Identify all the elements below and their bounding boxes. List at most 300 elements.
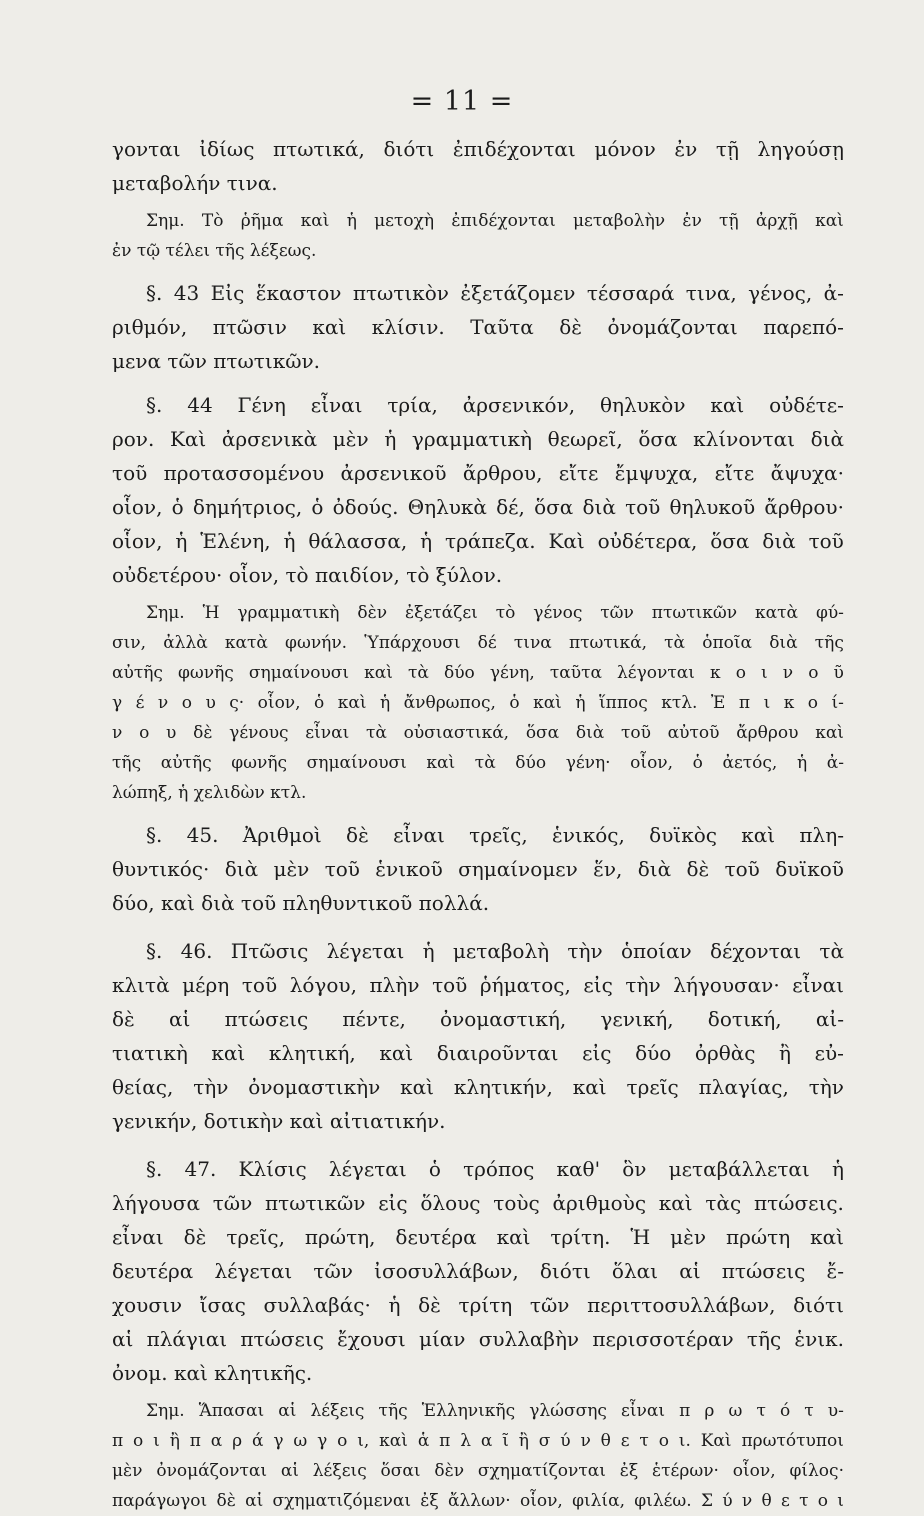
word: δὲ <box>418 1293 441 1317</box>
word: θ <box>600 1431 611 1451</box>
word: ταῦτα <box>549 663 602 683</box>
word: Ἅπασαι <box>198 1401 265 1421</box>
word: εὐ- <box>814 1041 844 1065</box>
word: ὁποίαν <box>620 939 692 963</box>
word: ἄνθρωπος, <box>403 693 496 713</box>
word: κτλ. <box>661 693 698 713</box>
word: ἑνικοῦ <box>375 857 443 881</box>
word: ἡ <box>422 939 435 963</box>
word: τὴν <box>193 1075 229 1099</box>
word: §. <box>146 393 163 417</box>
text-line <box>112 1070 844 1104</box>
word: ν <box>741 1491 753 1511</box>
word: λέγεται <box>326 939 405 963</box>
word: ἡ <box>388 1293 401 1317</box>
word: πτωτικῶν <box>265 1191 366 1215</box>
word: γένους <box>229 723 289 743</box>
word: θεωρεῖ, <box>547 427 623 451</box>
word: ρ <box>704 1401 715 1421</box>
word: τοῦ <box>432 973 468 997</box>
word: τ <box>804 1401 814 1421</box>
word: ἡ <box>346 211 357 231</box>
word: καὶ <box>379 1041 414 1065</box>
word: κλίνονται <box>693 427 795 451</box>
word: καὶ <box>400 1075 434 1099</box>
word: καὶ <box>741 823 776 847</box>
word: ἐπιδέχονται <box>451 211 556 231</box>
word: ὀνομαστική, <box>440 1007 567 1031</box>
word: ο <box>337 1431 348 1451</box>
word: ύ <box>560 1431 571 1451</box>
text-line <box>112 968 844 1002</box>
word: ἡ <box>283 529 296 553</box>
word: δευτέρα <box>395 1225 477 1249</box>
word: φύ- <box>815 603 844 623</box>
word: Ἀριθμοὶ <box>242 823 322 847</box>
paragraph-gap <box>112 378 844 388</box>
word: τῆς <box>378 1401 408 1421</box>
word: τινα <box>513 633 552 653</box>
word: δὲ <box>559 315 583 339</box>
word: ἀ- <box>826 753 844 773</box>
word: οἷον, <box>732 1461 776 1481</box>
word: Κλίσις <box>238 1157 307 1181</box>
word: δυϊκοῦ <box>775 857 844 881</box>
word: θείας, <box>112 1075 174 1099</box>
text-line <box>112 934 844 968</box>
word: αἱ <box>245 1491 264 1511</box>
word: ὁποῖα <box>702 633 753 653</box>
word: ἕκαστον <box>255 281 342 305</box>
note-line <box>112 748 844 778</box>
note-line <box>112 1426 844 1456</box>
word: γραμματικὴ <box>411 427 533 451</box>
word: καὶ <box>572 1075 607 1099</box>
word: 47. <box>184 1157 217 1181</box>
word: ἔμψυχα, <box>614 461 699 485</box>
word: ἄρθρου <box>736 723 799 743</box>
word: τοῦ <box>724 857 760 881</box>
word: ῥῆμα <box>240 211 284 231</box>
word: τὴν <box>625 973 661 997</box>
word: δημήτριος, <box>192 495 303 519</box>
word: ν <box>112 723 123 743</box>
word: διὰ <box>575 723 605 743</box>
word: ἔ- <box>826 1259 844 1283</box>
word: περιττοσυλλάβων, <box>587 1293 776 1317</box>
word: ῖ <box>502 1431 509 1451</box>
word: υ <box>205 693 216 713</box>
word: διὰ <box>224 857 259 881</box>
word: ι <box>153 1431 160 1451</box>
word: Ἑλληνικῆς <box>421 1401 516 1421</box>
word: ἵππος <box>598 693 648 713</box>
word: εἰς <box>378 1191 408 1215</box>
word: ἐξ <box>420 1491 439 1511</box>
word: ἄλλων· <box>448 1491 511 1511</box>
word: ρον. <box>112 427 155 451</box>
text-line <box>112 490 844 524</box>
text-line <box>112 1036 844 1070</box>
word: λέγονται <box>617 663 695 683</box>
word: τὰ <box>664 633 686 653</box>
word: αὐτοῦ <box>667 723 720 743</box>
word: μεταβολὴν <box>573 211 666 231</box>
word: θυντικός· <box>112 857 210 881</box>
word: 45. <box>186 823 219 847</box>
word: σιν, <box>112 633 147 653</box>
text-line <box>112 1288 844 1322</box>
word: εἰς <box>583 973 613 997</box>
paragraph-gap <box>112 808 844 818</box>
word: ὅσα <box>710 529 750 553</box>
word: παρεπό- <box>763 315 844 339</box>
word: τ <box>756 1401 766 1421</box>
word: διὰ <box>582 495 616 519</box>
word: καὶ <box>337 693 367 713</box>
word: καὶ <box>426 753 456 773</box>
word: λήγουσαν· <box>673 973 780 997</box>
word: ἄψυχα· <box>770 461 844 485</box>
word: φιλέω. <box>634 1491 692 1511</box>
note-line <box>112 1486 844 1516</box>
word: τῆς <box>814 633 844 653</box>
word: δὲ <box>346 823 369 847</box>
note-line: ἐν τῷ τέλει τῆς λέξεως. <box>112 241 317 261</box>
word: παράγωγοι <box>112 1491 208 1511</box>
word: εἶναι <box>112 1225 164 1249</box>
word: λ <box>460 1431 471 1451</box>
word: εἶναι <box>621 1401 665 1421</box>
word: δευτέρα <box>112 1259 194 1283</box>
word: ὅσα <box>638 427 678 451</box>
word: ο <box>139 723 150 743</box>
word: πτώσεις <box>721 1259 806 1283</box>
word: χουσιν <box>112 1293 182 1317</box>
word: τρίτη. <box>550 1225 611 1249</box>
word: δύο <box>635 1041 672 1065</box>
word: σημαίνομεν <box>458 857 578 881</box>
word: Ἐ <box>710 693 726 713</box>
word: λέγεται <box>214 1259 293 1283</box>
word: δοτική, <box>707 1007 782 1031</box>
word: θηλυκοῦ <box>669 495 756 519</box>
word: πτωτικῶν <box>651 603 738 623</box>
word: Σημ. <box>146 1401 185 1421</box>
word: ο <box>133 1431 144 1451</box>
note-line <box>112 206 844 236</box>
word: πτωτικά, <box>273 137 365 161</box>
word: ληγούσῃ <box>757 137 844 161</box>
word: ῥήματος, <box>479 973 571 997</box>
word: πρώτη, <box>304 1225 376 1249</box>
word: υ <box>166 723 177 743</box>
word: γ <box>273 1431 284 1451</box>
word: ι, <box>357 1431 370 1451</box>
word: ριθμόν, <box>112 315 188 339</box>
word: ἡ <box>831 1157 844 1181</box>
word: λήγουσα <box>112 1191 200 1215</box>
word: π <box>439 1431 451 1451</box>
word: μέρη <box>182 973 230 997</box>
word: συλλαβὴν <box>478 1327 580 1351</box>
note-line <box>112 628 844 658</box>
word: οἷον, <box>630 753 674 773</box>
word: ο <box>808 663 819 683</box>
word: μίαν <box>418 1327 466 1351</box>
word: ἑνικός, <box>552 823 625 847</box>
word: μόνον <box>594 137 656 161</box>
word: ἐξετάζει <box>404 603 478 623</box>
word: κ <box>709 663 721 683</box>
word: οἷον, <box>112 529 163 553</box>
word: 43 <box>173 281 200 305</box>
word: Καὶ <box>700 1431 732 1451</box>
text-line <box>112 524 844 558</box>
word: ὅσαι <box>380 1461 421 1481</box>
word: ἡ <box>420 529 433 553</box>
word: ῦ <box>833 663 844 683</box>
word: μετοχὴ <box>374 211 435 231</box>
word: εἴτε <box>558 461 599 485</box>
word: α <box>210 1431 223 1451</box>
text-line <box>112 1152 844 1186</box>
word: αἰ- <box>815 1007 844 1031</box>
word: ι <box>763 693 771 713</box>
word: σημαίνουσι <box>306 753 407 773</box>
word: φιλία, <box>572 1491 625 1511</box>
word: οἷον, <box>112 495 163 519</box>
word: ι <box>837 1491 844 1511</box>
word: δὲ <box>216 1491 236 1511</box>
word: ς· <box>229 693 245 713</box>
text-line <box>112 1220 844 1254</box>
word: ἀριθμοὺς <box>552 1191 647 1215</box>
word: τὰς <box>705 1191 742 1215</box>
word: καὶ <box>710 393 745 417</box>
word: ο <box>735 663 746 683</box>
word: ἡ <box>384 427 397 451</box>
word: πρώτη <box>725 1225 791 1249</box>
text-line <box>112 310 844 344</box>
word: ὁ <box>428 1157 441 1181</box>
word: διὰ <box>769 633 798 653</box>
word: ἀρσενικὰ <box>221 427 318 451</box>
word: φωνήν. <box>285 633 348 653</box>
word: ο <box>181 693 192 713</box>
word: εἶναι <box>310 393 363 417</box>
word: μὲν <box>332 427 369 451</box>
page-number: = 11 = <box>410 86 514 117</box>
text-line <box>112 818 844 852</box>
word: π <box>189 1431 201 1451</box>
word: πέντε, <box>342 1007 406 1031</box>
word: περισσοτέραν <box>592 1327 734 1351</box>
word: αἱ <box>169 1007 191 1031</box>
word: σχηματίζονται <box>477 1461 606 1481</box>
word: κλητικήν, <box>453 1075 553 1099</box>
word: δέχονται <box>709 939 802 963</box>
word: πτῶσιν <box>212 315 287 339</box>
word: Εἰς <box>210 281 245 305</box>
word: μὲν <box>670 1225 707 1249</box>
word: ἢ <box>169 1431 180 1451</box>
word: τρία, <box>387 393 438 417</box>
word: διὰ <box>637 857 672 881</box>
word: πλαγίας, <box>698 1075 789 1099</box>
word: ἄρθρου· <box>764 495 844 519</box>
word: ε <box>620 1431 630 1451</box>
word: ὀνομάζονται <box>607 315 738 339</box>
word: ἐπιδέχονται <box>452 137 576 161</box>
word: τοῦ <box>808 529 844 553</box>
word: πτώσεις <box>240 1327 324 1351</box>
word: §. <box>146 939 163 963</box>
word: ἡ <box>796 753 808 773</box>
word: τρίτη <box>458 1293 513 1317</box>
word: ὁ <box>692 753 703 773</box>
word: τ <box>799 1491 809 1511</box>
word: τοῦ <box>241 973 278 997</box>
word: πτωτικὸν <box>352 281 449 305</box>
word: κατὰ <box>755 603 799 623</box>
word: δέ, <box>496 495 525 519</box>
word: ἀ- <box>823 281 844 305</box>
word: αἱ <box>679 1259 701 1283</box>
word: 44 <box>187 393 213 417</box>
word: τράπεζα. <box>445 529 536 553</box>
paragraph-gap <box>112 1138 844 1152</box>
text-line: γενικήν, δοτικὴν καὶ αἰτιατικήν. <box>112 1109 446 1133</box>
word: λέξεις <box>310 1401 365 1421</box>
text-line: οὐδετέρου· οἷον, τὸ παιδίον, τὸ ξύλον. <box>112 563 503 587</box>
word: εἶναι <box>305 723 350 743</box>
word: Θηλυκὰ <box>407 495 487 519</box>
word: αἱ <box>278 1401 297 1421</box>
word: καὶ <box>379 1431 408 1451</box>
word: τῆς <box>746 1327 782 1351</box>
word: διότι <box>383 137 435 161</box>
word: τ <box>639 1431 649 1451</box>
word: ἰσοσυλλάβων, <box>374 1259 519 1283</box>
word: ἁ <box>417 1431 430 1451</box>
word: ἰδίως <box>199 137 255 161</box>
word: δὲ <box>112 1007 135 1031</box>
word: ὁ <box>311 495 324 519</box>
word: Γένη <box>237 393 286 417</box>
word: εἶναι <box>792 973 844 997</box>
word: ν <box>157 693 169 713</box>
word: τινα, <box>685 281 737 305</box>
word: κλητική, <box>268 1041 356 1065</box>
word: π <box>738 693 751 713</box>
word: καὶ <box>496 1225 531 1249</box>
word: ὃν <box>622 1157 647 1181</box>
text-line <box>112 1002 844 1036</box>
word: τοῦ <box>112 461 148 485</box>
word: π <box>679 1401 691 1421</box>
word: ρ <box>232 1431 243 1451</box>
word: φωνῆς <box>178 663 234 683</box>
word: γ <box>317 1431 328 1451</box>
word: Πτῶσις <box>230 939 309 963</box>
word: οἷον, <box>519 1491 563 1511</box>
word: §. <box>146 281 163 305</box>
word: οὐδέτερα, <box>597 529 698 553</box>
word: φίλος· <box>789 1461 844 1481</box>
word: καὶ <box>312 315 347 339</box>
word: υ- <box>827 1401 844 1421</box>
word: σχηματιζόμεναι <box>272 1491 412 1511</box>
word: ἀλλὰ <box>163 633 208 653</box>
word: Ἑλένη, <box>200 529 271 553</box>
paragraph-gap <box>112 920 844 934</box>
word: τῶν <box>529 1293 570 1317</box>
word: καθ' <box>556 1157 601 1181</box>
word: ὅλους <box>420 1191 481 1215</box>
word: δέ <box>477 633 497 653</box>
word: καὶ <box>810 1225 844 1249</box>
word: τὴν <box>808 1075 844 1099</box>
word: 46. <box>180 939 213 963</box>
text-line <box>112 422 844 456</box>
word: τὸ <box>495 603 516 623</box>
word: ὀδούς. <box>332 495 399 519</box>
word: τῇ <box>719 211 739 231</box>
word: ἐξ <box>619 1461 639 1481</box>
word: Ταῦτα <box>470 315 534 339</box>
word: Σ <box>700 1491 713 1511</box>
word: ι <box>761 663 768 683</box>
word: Σημ. <box>146 211 185 231</box>
note-line: λώπηξ, ἡ χελιδὼν κτλ. <box>112 783 307 803</box>
word: ὀρθὰς <box>694 1041 756 1065</box>
word: Ἡ <box>202 603 220 623</box>
word: γένη, <box>489 663 535 683</box>
word: ω <box>728 1401 743 1421</box>
word: ό <box>779 1401 791 1421</box>
word: τρεῖς, <box>226 1225 285 1249</box>
word: πλάγιαι <box>146 1327 228 1351</box>
word: αὐτῆς <box>112 663 163 683</box>
word: τὰ <box>365 723 387 743</box>
word: τὴν <box>567 939 603 963</box>
word: ἔχουσι <box>337 1327 406 1351</box>
word: κατὰ <box>224 633 268 653</box>
word: εἴτε <box>714 461 755 485</box>
word: πλη- <box>799 823 844 847</box>
word: δύο <box>515 753 547 773</box>
word: δὲ <box>193 723 213 743</box>
word: πρωτότυποι <box>741 1431 844 1451</box>
text-line: μεταβολήν τινα. <box>112 171 278 195</box>
word: ε <box>780 1491 790 1511</box>
word: ἕν, <box>593 857 623 881</box>
word: καὶ <box>300 211 330 231</box>
word: ὅλαι <box>611 1259 658 1283</box>
word: καὶ <box>533 693 562 713</box>
word: τιατικὴ <box>112 1041 188 1065</box>
word: ἀρσενικόν, <box>462 393 576 417</box>
word: ἑνικ. <box>794 1327 844 1351</box>
word: καὶ <box>815 723 844 743</box>
word: ά <box>251 1431 264 1451</box>
text-line <box>112 388 844 422</box>
word: θάλασσα, <box>308 529 408 553</box>
note-line <box>112 688 844 718</box>
word: πτώσεις <box>224 1007 309 1031</box>
word: διότι <box>793 1293 844 1317</box>
